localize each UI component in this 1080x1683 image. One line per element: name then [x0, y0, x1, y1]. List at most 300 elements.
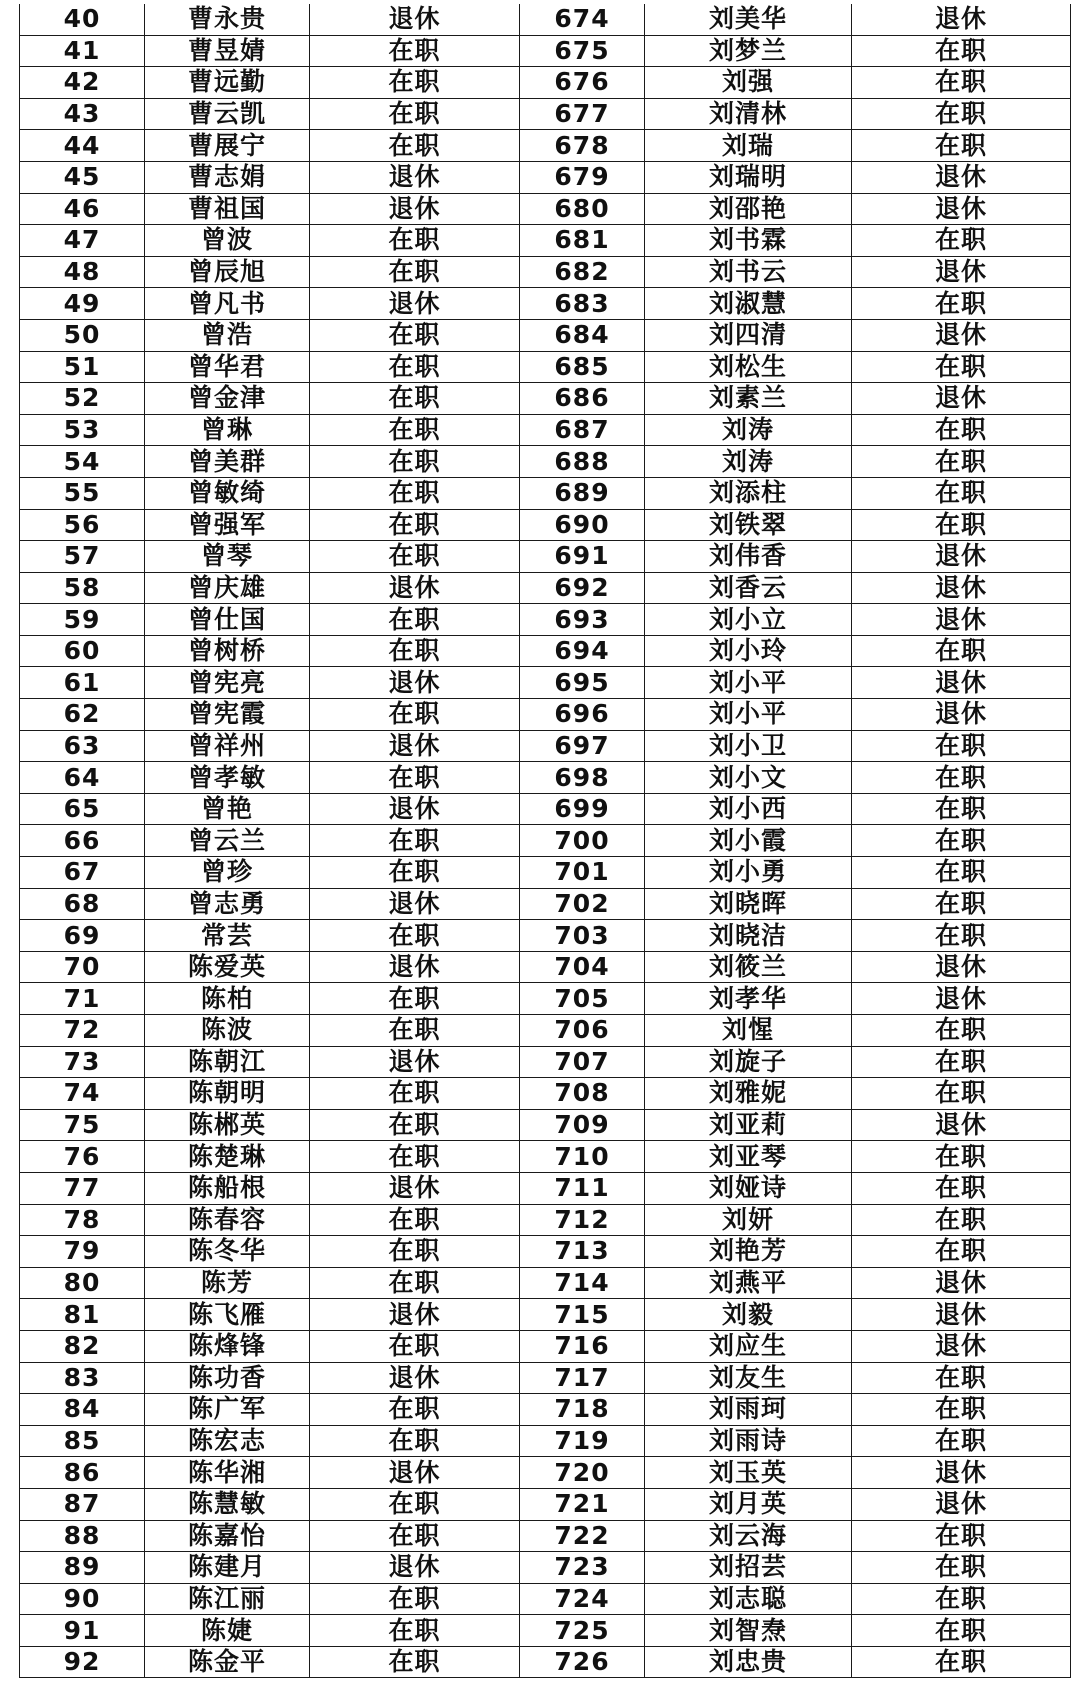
left-name-cell: 曹远勤	[145, 67, 310, 99]
table-row	[20, 983, 1071, 1015]
right-status-cell: 在职	[852, 477, 1071, 509]
right-status-cell: 在职	[852, 825, 1071, 857]
right-number-cell: 694	[520, 635, 645, 667]
right-name-cell: 刘小玲	[645, 635, 852, 667]
table-row	[20, 288, 1071, 320]
right-number-cell: 681	[520, 225, 645, 257]
right-name-cell: 刘小勇	[645, 857, 852, 889]
left-status-cell: 退休	[310, 793, 520, 825]
left-number-cell: 65	[20, 793, 145, 825]
left-status-cell: 退休	[310, 288, 520, 320]
left-name-cell: 曾宪亮	[145, 667, 310, 699]
right-status-cell: 在职	[852, 793, 1071, 825]
left-name-cell: 陈爱英	[145, 951, 310, 983]
right-status-cell: 退休	[852, 541, 1071, 573]
left-status-cell: 在职	[310, 1330, 520, 1362]
table-row	[20, 1552, 1071, 1584]
table-row	[20, 635, 1071, 667]
left-name-cell: 陈船根	[145, 1172, 310, 1204]
right-number-cell: 716	[520, 1330, 645, 1362]
table-row	[20, 383, 1071, 415]
right-number-cell: 726	[520, 1646, 645, 1678]
left-status-cell: 在职	[310, 414, 520, 446]
left-number-cell: 43	[20, 98, 145, 130]
right-number-cell: 696	[520, 699, 645, 731]
left-name-cell: 陈建月	[145, 1552, 310, 1584]
right-name-cell: 刘晓晖	[645, 888, 852, 920]
left-number-cell: 41	[20, 35, 145, 67]
left-number-cell: 70	[20, 951, 145, 983]
left-status-cell: 在职	[310, 762, 520, 794]
right-name-cell: 刘雅妮	[645, 1078, 852, 1110]
left-number-cell: 53	[20, 414, 145, 446]
right-name-cell: 刘书霖	[645, 225, 852, 257]
left-number-cell: 57	[20, 541, 145, 573]
left-status-cell: 在职	[310, 1141, 520, 1173]
table-row	[20, 477, 1071, 509]
right-status-cell: 在职	[852, 1394, 1071, 1426]
right-number-cell: 685	[520, 351, 645, 383]
left-status-cell: 在职	[310, 351, 520, 383]
right-name-cell: 刘强	[645, 67, 852, 99]
left-name-cell: 曹祖国	[145, 193, 310, 225]
table-row	[20, 1394, 1071, 1426]
left-number-cell: 79	[20, 1236, 145, 1268]
left-number-cell: 45	[20, 161, 145, 193]
left-number-cell: 86	[20, 1457, 145, 1489]
left-number-cell: 80	[20, 1267, 145, 1299]
table-row	[20, 161, 1071, 193]
left-number-cell: 81	[20, 1299, 145, 1331]
left-number-cell: 48	[20, 256, 145, 288]
left-number-cell: 77	[20, 1172, 145, 1204]
right-status-cell: 退休	[852, 951, 1071, 983]
left-name-cell: 陈功香	[145, 1362, 310, 1394]
right-status-cell: 退休	[852, 319, 1071, 351]
left-name-cell: 陈婕	[145, 1615, 310, 1647]
right-status-cell: 退休	[852, 667, 1071, 699]
left-status-cell: 在职	[310, 1583, 520, 1615]
left-name-cell: 曹云凯	[145, 98, 310, 130]
right-number-cell: 704	[520, 951, 645, 983]
table-row	[20, 1236, 1071, 1268]
left-name-cell: 曾敏绮	[145, 477, 310, 509]
right-status-cell: 在职	[852, 67, 1071, 99]
right-name-cell: 刘忠贵	[645, 1646, 852, 1678]
right-status-cell: 在职	[852, 1046, 1071, 1078]
left-number-cell: 90	[20, 1583, 145, 1615]
left-name-cell: 曾志勇	[145, 888, 310, 920]
left-name-cell: 陈华湘	[145, 1457, 310, 1489]
left-name-cell: 陈嘉怡	[145, 1520, 310, 1552]
left-name-cell: 曾凡书	[145, 288, 310, 320]
right-name-cell: 刘亚琴	[645, 1141, 852, 1173]
right-number-cell: 676	[520, 67, 645, 99]
right-number-cell: 718	[520, 1394, 645, 1426]
left-name-cell: 曹昱婧	[145, 35, 310, 67]
left-name-cell: 陈金平	[145, 1646, 310, 1678]
table-row	[20, 793, 1071, 825]
left-number-cell: 40	[20, 4, 145, 35]
left-number-cell: 84	[20, 1394, 145, 1426]
left-status-cell: 在职	[310, 604, 520, 636]
left-name-cell: 曹展宁	[145, 130, 310, 162]
right-status-cell: 在职	[852, 1425, 1071, 1457]
table-row	[20, 1109, 1071, 1141]
left-status-cell: 在职	[310, 1109, 520, 1141]
left-number-cell: 76	[20, 1141, 145, 1173]
left-status-cell: 在职	[310, 98, 520, 130]
table-row	[20, 1457, 1071, 1489]
right-name-cell: 刘铁翠	[645, 509, 852, 541]
right-status-cell: 在职	[852, 225, 1071, 257]
left-status-cell: 退休	[310, 161, 520, 193]
left-number-cell: 55	[20, 477, 145, 509]
left-name-cell: 曾琴	[145, 541, 310, 573]
right-number-cell: 707	[520, 1046, 645, 1078]
roster-body	[20, 4, 1071, 1678]
left-status-cell: 在职	[310, 446, 520, 478]
left-status-cell: 在职	[310, 1520, 520, 1552]
left-status-cell: 在职	[310, 699, 520, 731]
table-row	[20, 730, 1071, 762]
left-name-cell: 曾仕国	[145, 604, 310, 636]
table-row	[20, 509, 1071, 541]
table-row	[20, 98, 1071, 130]
right-number-cell: 687	[520, 414, 645, 446]
left-number-cell: 63	[20, 730, 145, 762]
right-name-cell: 刘小平	[645, 667, 852, 699]
right-name-cell: 刘添柱	[645, 477, 852, 509]
right-status-cell: 在职	[852, 446, 1071, 478]
table-row	[20, 825, 1071, 857]
left-status-cell: 在职	[310, 1204, 520, 1236]
right-number-cell: 675	[520, 35, 645, 67]
table-row	[20, 920, 1071, 952]
left-number-cell: 54	[20, 446, 145, 478]
table-row	[20, 351, 1071, 383]
right-status-cell: 在职	[852, 1552, 1071, 1584]
left-status-cell: 在职	[310, 67, 520, 99]
left-name-cell: 曾树桥	[145, 635, 310, 667]
right-status-cell: 退休	[852, 4, 1071, 35]
left-name-cell: 曾孝敏	[145, 762, 310, 794]
right-status-cell: 退休	[852, 983, 1071, 1015]
right-number-cell: 725	[520, 1615, 645, 1647]
left-number-cell: 47	[20, 225, 145, 257]
left-number-cell: 73	[20, 1046, 145, 1078]
right-name-cell: 刘惺	[645, 1015, 852, 1047]
table-row	[20, 1330, 1071, 1362]
left-number-cell: 88	[20, 1520, 145, 1552]
right-status-cell: 退休	[852, 1457, 1071, 1489]
table-row	[20, 446, 1071, 478]
right-status-cell: 在职	[852, 730, 1071, 762]
table-row	[20, 604, 1071, 636]
right-status-cell: 在职	[852, 509, 1071, 541]
table-row	[20, 35, 1071, 67]
right-name-cell: 刘清林	[645, 98, 852, 130]
left-status-cell: 在职	[310, 1615, 520, 1647]
right-status-cell: 在职	[852, 1141, 1071, 1173]
left-number-cell: 89	[20, 1552, 145, 1584]
left-name-cell: 陈波	[145, 1015, 310, 1047]
right-name-cell: 刘毅	[645, 1299, 852, 1331]
right-number-cell: 695	[520, 667, 645, 699]
left-status-cell: 在职	[310, 541, 520, 573]
left-status-cell: 在职	[310, 1394, 520, 1426]
table-row	[20, 1488, 1071, 1520]
right-status-cell: 在职	[852, 1204, 1071, 1236]
right-status-cell: 退休	[852, 1330, 1071, 1362]
left-number-cell: 82	[20, 1330, 145, 1362]
right-status-cell: 在职	[852, 1646, 1071, 1678]
left-status-cell: 退休	[310, 4, 520, 35]
left-status-cell: 在职	[310, 477, 520, 509]
right-name-cell: 刘瑞明	[645, 161, 852, 193]
table-row	[20, 319, 1071, 351]
table-row	[20, 1267, 1071, 1299]
right-status-cell: 退休	[852, 1299, 1071, 1331]
left-name-cell: 陈朝明	[145, 1078, 310, 1110]
right-name-cell: 刘旋子	[645, 1046, 852, 1078]
left-name-cell: 陈柏	[145, 983, 310, 1015]
roster-table	[19, 4, 1071, 1678]
right-number-cell: 705	[520, 983, 645, 1015]
table-row	[20, 951, 1071, 983]
right-name-cell: 刘松生	[645, 351, 852, 383]
table-row	[20, 762, 1071, 794]
left-status-cell: 在职	[310, 509, 520, 541]
right-name-cell: 刘云海	[645, 1520, 852, 1552]
right-name-cell: 刘小文	[645, 762, 852, 794]
right-status-cell: 在职	[852, 857, 1071, 889]
left-name-cell: 曾美群	[145, 446, 310, 478]
left-number-cell: 92	[20, 1646, 145, 1678]
table-row	[20, 225, 1071, 257]
right-name-cell: 刘四清	[645, 319, 852, 351]
right-name-cell: 刘小霞	[645, 825, 852, 857]
left-status-cell: 退休	[310, 888, 520, 920]
right-name-cell: 刘美华	[645, 4, 852, 35]
left-status-cell: 在职	[310, 319, 520, 351]
right-status-cell: 退休	[852, 572, 1071, 604]
left-number-cell: 72	[20, 1015, 145, 1047]
left-name-cell: 曾艳	[145, 793, 310, 825]
left-status-cell: 退休	[310, 1457, 520, 1489]
left-name-cell: 陈春容	[145, 1204, 310, 1236]
left-status-cell: 退休	[310, 1172, 520, 1204]
table-row	[20, 256, 1071, 288]
right-status-cell: 在职	[852, 1172, 1071, 1204]
left-name-cell: 曾波	[145, 225, 310, 257]
table-row	[20, 1299, 1071, 1331]
left-status-cell: 在职	[310, 1646, 520, 1678]
left-status-cell: 在职	[310, 1267, 520, 1299]
right-status-cell: 退休	[852, 604, 1071, 636]
right-name-cell: 刘雨珂	[645, 1394, 852, 1426]
right-number-cell: 692	[520, 572, 645, 604]
left-name-cell: 陈烽锋	[145, 1330, 310, 1362]
right-name-cell: 刘艳芳	[645, 1236, 852, 1268]
table-row	[20, 699, 1071, 731]
right-status-cell: 退休	[852, 1488, 1071, 1520]
right-status-cell: 退休	[852, 1109, 1071, 1141]
left-status-cell: 在职	[310, 225, 520, 257]
right-number-cell: 723	[520, 1552, 645, 1584]
table-row	[20, 1015, 1071, 1047]
left-name-cell: 曾珍	[145, 857, 310, 889]
right-number-cell: 701	[520, 857, 645, 889]
left-status-cell: 在职	[310, 256, 520, 288]
right-name-cell: 刘玉英	[645, 1457, 852, 1489]
right-number-cell: 710	[520, 1141, 645, 1173]
table-row	[20, 572, 1071, 604]
right-name-cell: 刘涛	[645, 446, 852, 478]
right-number-cell: 711	[520, 1172, 645, 1204]
left-status-cell: 退休	[310, 572, 520, 604]
table-row	[20, 67, 1071, 99]
left-number-cell: 68	[20, 888, 145, 920]
left-number-cell: 74	[20, 1078, 145, 1110]
right-number-cell: 677	[520, 98, 645, 130]
right-status-cell: 在职	[852, 1362, 1071, 1394]
left-number-cell: 87	[20, 1488, 145, 1520]
right-number-cell: 702	[520, 888, 645, 920]
right-number-cell: 722	[520, 1520, 645, 1552]
right-number-cell: 690	[520, 509, 645, 541]
right-status-cell: 在职	[852, 1615, 1071, 1647]
left-name-cell: 曾强军	[145, 509, 310, 541]
right-status-cell: 退休	[852, 193, 1071, 225]
left-status-cell: 在职	[310, 857, 520, 889]
right-status-cell: 在职	[852, 35, 1071, 67]
left-status-cell: 在职	[310, 825, 520, 857]
left-number-cell: 46	[20, 193, 145, 225]
left-status-cell: 在职	[310, 635, 520, 667]
table-row	[20, 4, 1071, 35]
left-number-cell: 51	[20, 351, 145, 383]
left-number-cell: 62	[20, 699, 145, 731]
right-status-cell: 在职	[852, 1520, 1071, 1552]
right-status-cell: 在职	[852, 920, 1071, 952]
left-number-cell: 49	[20, 288, 145, 320]
right-name-cell: 刘邵艳	[645, 193, 852, 225]
right-name-cell: 刘妍	[645, 1204, 852, 1236]
right-number-cell: 678	[520, 130, 645, 162]
left-status-cell: 退休	[310, 667, 520, 699]
left-name-cell: 曾云兰	[145, 825, 310, 857]
left-name-cell: 陈广军	[145, 1394, 310, 1426]
right-name-cell: 刘志聪	[645, 1583, 852, 1615]
right-number-cell: 721	[520, 1488, 645, 1520]
right-number-cell: 715	[520, 1299, 645, 1331]
left-number-cell: 85	[20, 1425, 145, 1457]
right-number-cell: 708	[520, 1078, 645, 1110]
left-name-cell: 曾辰旭	[145, 256, 310, 288]
right-status-cell: 在职	[852, 1583, 1071, 1615]
right-number-cell: 717	[520, 1362, 645, 1394]
left-name-cell: 曾庆雄	[145, 572, 310, 604]
left-number-cell: 50	[20, 319, 145, 351]
left-name-cell: 陈朝江	[145, 1046, 310, 1078]
left-number-cell: 91	[20, 1615, 145, 1647]
left-name-cell: 曹永贵	[145, 4, 310, 35]
right-status-cell: 退休	[852, 256, 1071, 288]
left-status-cell: 退休	[310, 1552, 520, 1584]
left-name-cell: 陈飞雁	[145, 1299, 310, 1331]
right-status-cell: 在职	[852, 762, 1071, 794]
right-name-cell: 刘招芸	[645, 1552, 852, 1584]
right-name-cell: 刘瑞	[645, 130, 852, 162]
right-number-cell: 689	[520, 477, 645, 509]
left-status-cell: 退休	[310, 193, 520, 225]
left-number-cell: 52	[20, 383, 145, 415]
right-name-cell: 刘小西	[645, 793, 852, 825]
table-row	[20, 1204, 1071, 1236]
right-status-cell: 在职	[852, 98, 1071, 130]
table-row	[20, 1046, 1071, 1078]
table-row	[20, 888, 1071, 920]
left-status-cell: 退休	[310, 730, 520, 762]
right-name-cell: 刘月英	[645, 1488, 852, 1520]
table-row	[20, 1362, 1071, 1394]
right-status-cell: 在职	[852, 130, 1071, 162]
right-number-cell: 709	[520, 1109, 645, 1141]
left-name-cell: 陈芳	[145, 1267, 310, 1299]
right-number-cell: 680	[520, 193, 645, 225]
right-name-cell: 刘素兰	[645, 383, 852, 415]
right-status-cell: 在职	[852, 1078, 1071, 1110]
right-status-cell: 退休	[852, 383, 1071, 415]
right-number-cell: 712	[520, 1204, 645, 1236]
left-status-cell: 在职	[310, 383, 520, 415]
table-row	[20, 130, 1071, 162]
left-number-cell: 42	[20, 67, 145, 99]
left-number-cell: 60	[20, 635, 145, 667]
right-name-cell: 刘娅诗	[645, 1172, 852, 1204]
left-name-cell: 常芸	[145, 920, 310, 952]
table-row	[20, 193, 1071, 225]
left-status-cell: 在职	[310, 1078, 520, 1110]
table-row	[20, 1172, 1071, 1204]
left-status-cell: 退休	[310, 1299, 520, 1331]
right-status-cell: 退休	[852, 699, 1071, 731]
table-row	[20, 414, 1071, 446]
left-number-cell: 75	[20, 1109, 145, 1141]
right-number-cell: 697	[520, 730, 645, 762]
right-status-cell: 在职	[852, 1236, 1071, 1268]
right-status-cell: 在职	[852, 414, 1071, 446]
right-name-cell: 刘小平	[645, 699, 852, 731]
right-name-cell: 刘小立	[645, 604, 852, 636]
right-status-cell: 在职	[852, 288, 1071, 320]
table-row	[20, 1078, 1071, 1110]
left-number-cell: 78	[20, 1204, 145, 1236]
right-status-cell: 退休	[852, 1267, 1071, 1299]
right-name-cell: 刘燕平	[645, 1267, 852, 1299]
right-name-cell: 刘筱兰	[645, 951, 852, 983]
left-number-cell: 58	[20, 572, 145, 604]
left-number-cell: 71	[20, 983, 145, 1015]
right-name-cell: 刘伟香	[645, 541, 852, 573]
right-name-cell: 刘梦兰	[645, 35, 852, 67]
right-name-cell: 刘涛	[645, 414, 852, 446]
left-status-cell: 在职	[310, 1425, 520, 1457]
table-row	[20, 1425, 1071, 1457]
left-name-cell: 曾华君	[145, 351, 310, 383]
right-name-cell: 刘雨诗	[645, 1425, 852, 1457]
